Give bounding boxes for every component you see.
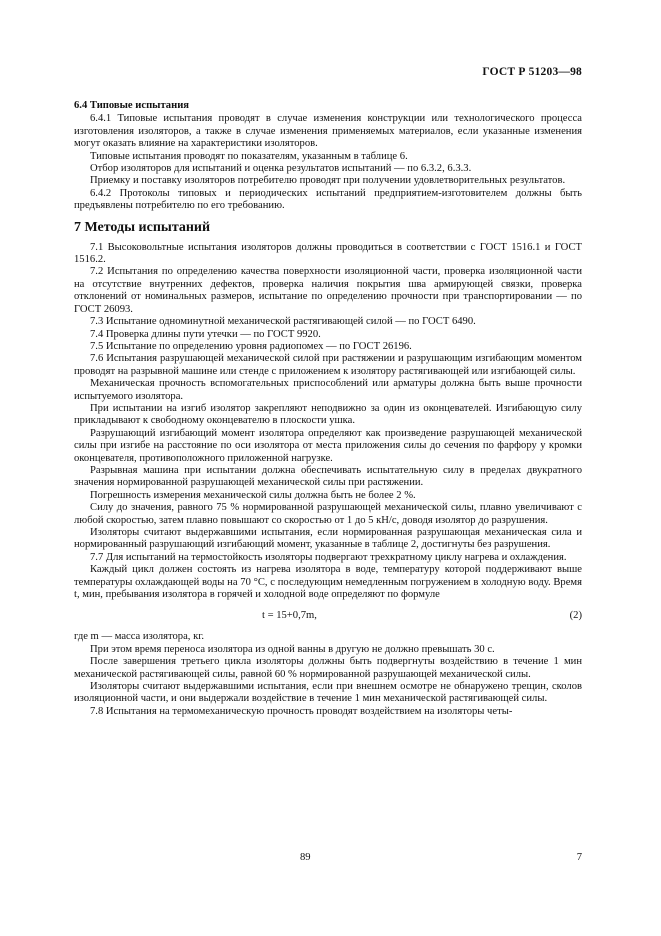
document-code-header: ГОСТ Р 51203—98 (482, 66, 582, 78)
paragraph: 7.6 Испытания разрушающей механической силой при растяжении и разрушающим изгибающим моментом проводят на разрывной машине или стенде с приложением к изолятору растягивающей или изгибающей силы. (74, 353, 582, 377)
paragraph: 6.4.2 Протоколы типовых и периодических испытаний предприятием-изготовителем должны быть предъявлены потребителю по его требованию. (74, 187, 582, 212)
paragraph: Отбор изоляторов для испытаний и оценка результатов испытаний — по 6.3.2, 6.3.3. (90, 163, 472, 175)
paragraph: 6.4.1 Типовые испытания проводят в случае изменения конструкции или технологического процесса изготовления изоляторов, а также в случае изменения применяемых материалов, если указанные изменения могут оказать влияние на характеристики изоляторов. (74, 113, 582, 150)
paragraph: При испытании на изгиб изолятор закрепляют неподвижно за один из оконцевателей. Изгибающую силу прикладывают к свободному оконцевателю в плоскости ушка. (74, 402, 582, 427)
paragraph: 7.8 Испытания на термомеханическую прочность проводят воздействием на изоляторы четы- (90, 705, 513, 717)
page-number-center: 89 (300, 852, 311, 863)
paragraph: Разрывная машина при испытании должна обеспечивать испытательную силу в пределах двукратного значения нормированной разрушающей механической силы при растяжении. (74, 464, 582, 489)
paragraph: Механическая прочность вспомогательных приспособлений или арматуры должна быть выше прочности испытуемого изолятора. (74, 378, 582, 402)
page-number-right: 7 (576, 852, 582, 863)
paragraph: 7.3 Испытание одноминутной механической растягивающей силой — по ГОСТ 6490. (90, 316, 476, 328)
paragraph: 7.5 Испытание по определению уровня радиопомех — по ГОСТ 26196. (90, 340, 412, 352)
paragraph: Разрушающий изгибающий момент изолятора определяют как произведение разрушающей механической силы при изгибе на расстояние по оси изолятора от места приложения силы до сечения по фарфору у кромки оконцевателя, противоположного приложенной нагрузке. (74, 427, 582, 464)
formula-block (74, 610, 582, 623)
section-7-title: 7 Методы испытаний (74, 219, 211, 235)
paragraph: Изоляторы считают выдержавшими испытания, если нормированная разрушающая механическая сила и нормированный разрушающий изгибающий момент, указанные в таблице 2, достигнуты без разрушения. (74, 527, 582, 551)
paragraph: После завершения третьего цикла изоляторы должны быть подвергнуты воздействию в течение 1 мин механической растягивающей силы, равной 60 % нормированной разрушающей механической силы. (74, 656, 582, 680)
paragraph: где m — масса изолятора, кг. (74, 631, 205, 643)
paragraph: При этом время переноса изолятора из одной ванны в другую не должно превышать 30 с. (90, 643, 495, 655)
formula: t = 15+0,7m, (262, 610, 317, 622)
paragraph: Типовые испытания проводят по показателям, указанным в таблице 6. (90, 150, 408, 162)
paragraph: 7.1 Высоковольтные испытания изоляторов должны проводиться в соответствии с ГОСТ 1516.1 и ГОСТ 1516.2. (74, 241, 582, 266)
paragraph: 7.4 Проверка длины пути утечки — по ГОСТ 9920. (90, 328, 321, 340)
paragraph: Каждый цикл должен состоять из нагрева изолятора в воде, температуру которой поддерживают выше температуры охлаждающей воды на 70 °С, с последующим немедленным погружением в холодную воду. Время t, мин, пребывания изолятора в горячей и холодной воде определяют по формуле (74, 564, 582, 601)
paragraph: Погрешность измерения механической силы должна быть не более 2 %. (90, 489, 416, 501)
paragraph: Силу до значения, равного 75 % нормированной разрушающей механической силы, плавно увеличивают с любой скоростью, затем плавно повышают со скоростью от 1 до 5 кН/с, доводя изолятор до разрушения. (74, 502, 582, 526)
formula-number: (2) (569, 610, 582, 622)
section-6-4-title: 6.4 Типовые испытания (74, 100, 190, 111)
paragraph: 7.7 Для испытаний на термостойкость изоляторы подвергают трехкратному циклу нагрева и охлаждения. (90, 551, 567, 563)
paragraph: Приемку и поставку изоляторов потребителю проводят при получении удовлетворительных результатов. (90, 175, 566, 187)
paragraph: Изоляторы считают выдержавшими испытания, если при внешнем осмотре не обнаружено трещин, сколов изоляционной части, и они выдержали воздействие в течение 1 мин механической растягивающей силы. (74, 681, 582, 705)
paragraph: 7.2 Испытания по определению качества поверхности изоляционной части, проверка изоляционной части на отсутствие внутренних дефектов, проверка наличия покрытия шва армирующей связки, проверка отклонений от номинальных размеров, испытание по определению прочности при транспортировании — по ГОСТ 26093. (74, 266, 582, 315)
page-content (74, 100, 582, 718)
